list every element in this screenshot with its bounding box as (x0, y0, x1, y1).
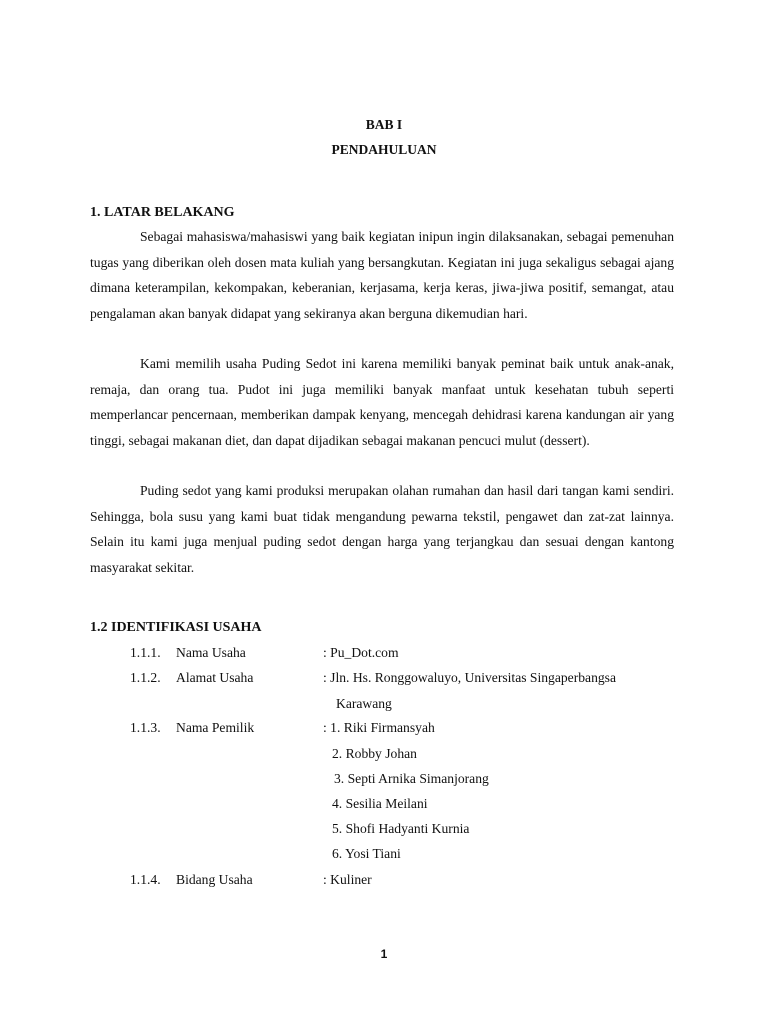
item-value: : Jln. Hs. Ronggowaluyo, Universitas Singaperbangsa (323, 670, 616, 685)
owner-list-item: 2. Robby Johan (332, 746, 417, 761)
item-number: 1.1.3. (130, 720, 161, 735)
owner-list-item: 4. Sesilia Meilani (332, 796, 428, 811)
item-value: : Kuliner (323, 872, 372, 887)
chapter-label: BAB I (365, 117, 403, 132)
item-label: Bidang Usaha (176, 872, 253, 887)
item-number: 1.1.4. (130, 872, 161, 887)
item-value-continuation: Karawang (336, 696, 392, 711)
owner-list-item: 5. Shofi Hadyanti Kurnia (332, 821, 470, 836)
item-label: Nama Pemilik (176, 720, 255, 735)
item-value: : 1. Riki Firmansyah (323, 720, 435, 735)
owner-list-item: 6. Yosi Tiani (332, 846, 401, 861)
paragraph-3: Puding sedot yang kami produksi merupakan olahan rumahan dan hasil dari tangan kami sendiri. Sehingga, bola susu yang kami buat tidak mengandung pewarna tekstil, pengawet dan zat-zat lainnya. Selain itu kami juga menjual puding sedot dengan harga yang terjangkau dan sesuai dengan kantong masyarakat sekitar. (90, 483, 674, 575)
item-number: 1.1.2. (130, 670, 161, 685)
chapter-title: PENDAHULUAN (331, 142, 437, 157)
paragraph-2: Kami memilih usaha Puding Sedot ini karena memiliki banyak peminat baik untuk anak-anak, remaja, dan orang tua. Pudot ini juga memiliki banyak manfaat untuk kesehatan tubuh seperti memperlancar pencernaan, memberikan dampak kenyang, mencegah dehidrasi karena kandungan air yang tinggi, sebagai makanan diet, dan dapat dijadikan sebagai makanan pencuci mulut (dessert). (90, 356, 674, 448)
item-value: : Pu_Dot.com (323, 645, 399, 660)
owner-list-item: 3. Septi Arnika Simanjorang (334, 771, 489, 786)
paragraph-1: Sebagai mahasiswa/mahasiswi yang baik kegiatan inipun ingin dilaksanakan, sebagai pemenuhan tugas yang diberikan oleh dosen mata kuliah yang bersangkutan. Kegiatan ini juga sekaligus sebagai ajang dimana keterampilan, kekompakan, keberanian, kerjasama, kerja keras, jiwa-jiwa positif, semangat, atau pengalaman akan banyak didapat yang sekiranya akan berguna dikemudian hari. (90, 229, 674, 321)
section-heading-identifikasi-usaha: 1.2 IDENTIFIKASI USAHA (90, 620, 262, 635)
item-label: Nama Usaha (176, 645, 246, 660)
item-number: 1.1.1. (130, 645, 161, 660)
section-heading-latar-belakang: 1. LATAR BELAKANG (90, 205, 235, 220)
item-label: Alamat Usaha (176, 670, 254, 685)
page-number: 1 (380, 947, 388, 961)
